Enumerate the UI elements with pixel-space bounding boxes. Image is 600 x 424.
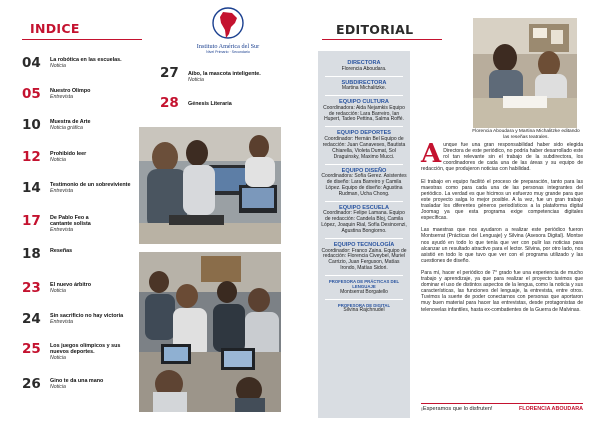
- index-section: Entrevista: [50, 188, 74, 195]
- photo-caption: Florencia Aboudara y Martina Michalitzke editando las reseñas teatrales.: [472, 129, 580, 140]
- index-page-number: 18: [22, 246, 41, 262]
- index-title: Reseñas: [50, 248, 73, 254]
- index-item[interactable]: [22, 247, 72, 261]
- editorial-title: EDITORIAL: [336, 22, 414, 37]
- staff-divider: [325, 164, 403, 165]
- index-page-number: 26: [22, 376, 41, 392]
- students-computers-photo: [139, 127, 281, 244]
- staff-divider: [325, 201, 403, 202]
- index-page-number: 28: [160, 95, 179, 111]
- index-title: El nuevo árbitro: [50, 282, 92, 288]
- index-page-number: 17: [22, 213, 41, 229]
- index-page-number: 25: [22, 341, 41, 357]
- article-paragraph: El trabajo en equipo facilitó el proceso de preparación, tanto para las maestras como para cada una de las personas integrantes del periódico. La verdad es que hicimos un esfuerzo muy grande para que este proyecto salga lo mejor posible. A la vez, fue un gran trabajo trasladar los diferentes géneros periodísticos a la plataforma digital Joomag ya que esta programa exige competencias digitales específicas.: [421, 178, 583, 222]
- editorial-divider: [322, 39, 442, 40]
- index-item[interactable]: [22, 281, 91, 295]
- staff-names: Montserrat Borgatello: [340, 288, 388, 295]
- article-paragraph: Para mí, hacer el periódico de 7° grado fue una experiencia de mucho trabajo y aprendizaje, ya que para realizar el proyecto tuvimos que dominar el uso de distintos aspectos de la lengua, como la noticia y sus características, las funciones del lenguaje, la entrevista, entre otros. Tuvimos la suerte de poder conectarnos con personas que aportaron muy buen material para hacer las entrevistas, desde protagonistas de telenovelas infantiles, hasta ex-combatientes de la Guerra de Malvinas.: [421, 269, 583, 313]
- index-page-number: 24: [22, 311, 41, 327]
- index-item[interactable]: [22, 150, 86, 164]
- index-title: Génesis Literaria: [188, 101, 232, 107]
- closing-line: ¡Esperamos que lo disfruten!: [421, 406, 493, 412]
- index-item[interactable]: [22, 377, 103, 391]
- staff-names: Coordinadora: Sofía Gerez. Asistentes de diseño: Lara Barreiro y Camila López. Equipo de diseño: Agustina Rudman, Ucha Chong.: [321, 173, 407, 197]
- staff-names: Martina Michalitzke.: [341, 85, 387, 92]
- staff-divider: [325, 76, 403, 77]
- index-item[interactable]: [22, 56, 122, 70]
- index-item[interactable]: [22, 312, 123, 326]
- index-item[interactable]: [22, 181, 130, 195]
- index-section: Noticia: [50, 288, 66, 295]
- index-page-number: 27: [160, 65, 179, 81]
- staff-divider: [325, 299, 403, 300]
- staff-heading: EQUIPO CULTURA: [339, 99, 389, 105]
- staff-names: Florencia Aboudara.: [341, 65, 387, 72]
- staff-heading: SUBDIRECTORA: [341, 79, 387, 86]
- staff-names: Silvina Rajchnudel: [343, 306, 385, 313]
- index-title: De Pablo Feo a cantante solista: [50, 215, 91, 228]
- index-title: Nuestro Olimpo: [50, 88, 91, 94]
- staff-names: Coordinadora: Aida Nejamkis Equipo de redacción: Lara Barreiro, Ian Hupert, Tadeo Pettina, Salma Roffé.: [323, 104, 405, 123]
- index-title: Prohibido leer: [50, 151, 87, 157]
- staff-heading: EQUIPO DISEÑO: [341, 167, 387, 174]
- author-signature: FLORENCIA ABOUDARA: [519, 406, 583, 412]
- index-item[interactable]: [22, 87, 90, 101]
- index-title: Muestra de Arte: [50, 119, 91, 125]
- index-title: La robótica en las escuelas.: [50, 57, 122, 63]
- staff-heading: EQUIPO TECNOLOGÍA: [333, 241, 395, 248]
- staff-divider: [325, 275, 403, 276]
- index-section: Entrevista: [50, 94, 74, 101]
- indice-title: INDICE: [30, 21, 80, 36]
- staff-heading: EQUIPO DEPORTES: [336, 130, 392, 137]
- editors-photo: [473, 18, 577, 128]
- index-section: Noticia gráfica: [50, 125, 83, 132]
- index-item[interactable]: [160, 66, 261, 83]
- index-page-number: 05: [22, 86, 41, 102]
- south-america-logo-icon: [211, 6, 245, 42]
- staff-heading: DIRECTORA: [347, 60, 381, 66]
- article-paragraph: Aunque fue una gran responsabilidad haber sido elegida Directora de este periódico, no podría haber desarrollado este rol tan relevante sin el trabajo de la subdirectora, los coordinadores de cada una de las áreas y su equipo de redacción, que produjeron noticias con habilidad.: [421, 139, 583, 173]
- school-logo: [188, 6, 268, 62]
- index-page-number: 23: [22, 280, 41, 296]
- drop-cap: A: [421, 139, 442, 169]
- index-section: Entrevista: [50, 227, 74, 234]
- article-closing: [421, 403, 583, 412]
- index-item[interactable]: [22, 214, 112, 234]
- staff-names: Coordinador: Franco Zaina. Equipo de redacción: Florencia Civeybel, Muriel Carrizio, Juan Ferguson, Matías Irondo, Matías Sidori.: [321, 247, 407, 272]
- index-section: Noticia: [50, 384, 66, 391]
- staff-heading: PROFESORA DE PRÁCTICAS DEL LENGUAJE: [328, 279, 400, 290]
- index-title: Los juegos olímpicos y sus nuevos deportes.: [50, 343, 121, 356]
- index-page-number: 10: [22, 117, 41, 133]
- index-section: Noticia: [50, 157, 66, 164]
- index-page-number: 14: [22, 180, 41, 196]
- editorial-article: [421, 139, 583, 319]
- staff-divider: [325, 95, 403, 96]
- index-section: Entrevista: [50, 319, 74, 326]
- indice-divider: [22, 39, 142, 40]
- index-item[interactable]: [22, 342, 122, 362]
- staff-names: Coordinador: Hernán Bel Equipo de redacción: Juan Canaveses, Bautista Chiarella, Violeta Dumat, Sol Draguinsky, Maximo Mucci.: [322, 135, 406, 160]
- staff-divider: [325, 126, 403, 127]
- staff-divider: [325, 238, 403, 239]
- index-item[interactable]: [160, 96, 232, 110]
- index-title: Sin sacrificio no hay victoria: [50, 313, 124, 319]
- index-item[interactable]: [22, 118, 91, 132]
- staff-names: Coordinador: Felipe Lamana. Equipo de redacción: Candela Bloj, Camila López, Joaquin Rial, Sofía Desincenzi, Agustina Bongiorno.: [321, 210, 407, 235]
- article-paragraph: Las maestras que nos ayudaron a realizar este periódico fueron Montserrat (Prácticas del Lenguaje) y Silvina (Asesora Digital). Montse nos ayudó en todo lo que tenía que ver con pulir las noticias para alcanzar un resultado atractivo para el lector. Silvina, por otro lado, nos asistió en todo lo que tuvo que ver con el programa utilizado y las cuestiones de diseño.: [421, 227, 583, 264]
- index-section: Noticia: [50, 63, 66, 70]
- index-title: Testimonio de un sobreviviente: [50, 182, 131, 188]
- logo-subtitle: Nivel Primario · Secundario: [206, 50, 250, 54]
- index-page-number: 12: [22, 149, 41, 165]
- logo-name: Instituto América del Sur: [196, 43, 260, 50]
- staff-heading: PROFESORA DE DIGITAL: [337, 302, 391, 308]
- staff-heading: EQUIPO ESCUELA: [338, 204, 390, 211]
- index-section: Noticia: [188, 77, 204, 84]
- classroom-laptops-photo: [139, 252, 281, 412]
- index-page-number: 04: [22, 55, 41, 71]
- index-section: Noticia: [50, 355, 66, 362]
- staff-credits-box: [318, 51, 410, 418]
- index-title: Aibo, la mascota inteligente.: [188, 71, 261, 77]
- index-title: Gino te da una mano: [50, 378, 104, 384]
